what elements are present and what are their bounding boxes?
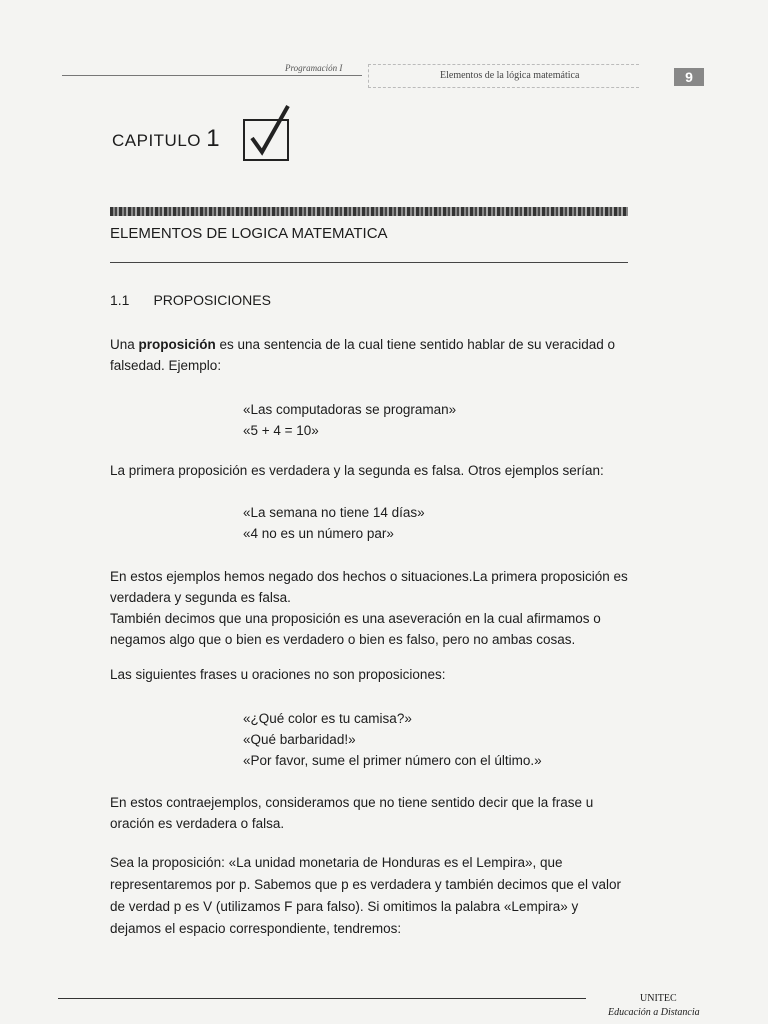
footer-program: Educación a Distancia [608, 1007, 700, 1018]
paragraph-3: En estos ejemplos hemos negado dos hechos o situaciones.La primera proposición es verdadera y segunda es falsa. [110, 569, 628, 605]
subsection-heading [110, 292, 271, 308]
section-band [110, 207, 628, 216]
term-proposicion: proposición [138, 337, 216, 352]
paragraph-5: Las siguientes frases u oraciones no son proposiciones: [110, 667, 446, 682]
header-rule [62, 75, 362, 76]
subsection-number: 1.1 [110, 292, 130, 308]
non-example-3: «Por favor, sume el primer número con el último.» [243, 753, 542, 768]
paragraph-7: Sea la proposición: «La unidad monetaria de Honduras es el Lempira», que representaremos por p. Sabemos que p es verdadera y también decimos que el valor de verdad p es V (utilizamos F para falso). Si omitimos la palabra «Lempira» y dejamos el espacio correspondiente, tendremos: [110, 855, 622, 936]
paragraph-4: También decimos que una proposición es una aseveración en la cual afirmamos o negamos algo que o bien es verdadero o bien es falso, pero no ambas cosas. [110, 611, 601, 647]
footer-institution: UNITEC [640, 993, 677, 1004]
paragraph-6: En estos contraejemplos, consideramos que no tiene sentido decir que la frase u oración es verdadera o falsa. [110, 795, 594, 831]
chapter-label: CAPITULO [112, 131, 202, 150]
paragraph-2: La primera proposición es verdadera y la segunda es falsa. Otros ejemplos serían: [110, 463, 604, 478]
chapter-heading [112, 125, 220, 153]
example-2: «5 + 4 = 10» [243, 423, 319, 438]
footer-rule [58, 998, 586, 999]
header-course: Programación I [285, 63, 343, 73]
section-rule [110, 262, 628, 263]
non-example-1: «¿Qué color es tu camisa?» [243, 711, 412, 726]
text: es una sentencia de la cual tiene sentido hablar de su veracidad o falsedad. Ejemplo: [110, 337, 616, 373]
text: Una [110, 337, 139, 352]
paragraph-definition [110, 334, 630, 376]
example-1: «Las computadoras se programan» [243, 402, 457, 417]
checkbox-check-icon [240, 102, 296, 164]
non-example-2: «Qué barbaridad!» [243, 732, 356, 747]
chapter-number: 1 [206, 125, 221, 152]
subsection-title: PROPOSICIONES [153, 292, 271, 308]
header-chapter-title: Elementos de la lógica matemática [440, 70, 580, 81]
page-number: 9 [674, 68, 704, 86]
example-4: «4 no es un número par» [243, 526, 394, 541]
section-title: ELEMENTOS DE LOGICA MATEMATICA [110, 225, 388, 242]
example-3: «La semana no tiene 14 días» [243, 505, 425, 520]
